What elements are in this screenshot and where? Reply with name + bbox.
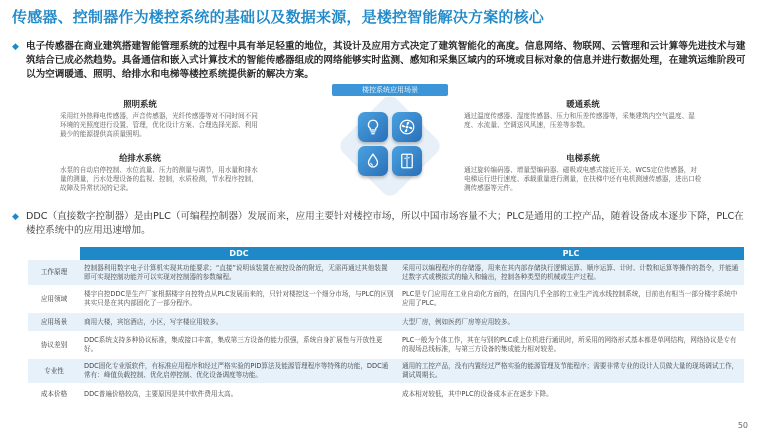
table-row <box>28 384 744 404</box>
page-number: 50 <box>737 421 748 430</box>
ddc-plc-comparison-table <box>28 247 744 405</box>
plc-cell: PLC一般为个体工作，其在与别的PLC或上位机进行通讯时，所采用的网络形式基本都是单网结构，网络协议是专有的现场总线标准，与第三方设备的集成能力相对较差。 <box>398 332 744 358</box>
elevator-icon <box>392 146 422 176</box>
bullet-diamond-icon: ◆ <box>12 42 19 52</box>
scenario-hub <box>346 100 434 204</box>
table-row <box>28 286 744 312</box>
water-drop-icon <box>358 146 388 176</box>
lighting-title: 照明系统 <box>123 99 157 109</box>
row-label: 工作原理 <box>28 260 80 286</box>
table-header-empty <box>28 247 80 260</box>
drainage-title: 给排水系统 <box>119 153 161 163</box>
hvac-panel <box>464 98 702 130</box>
plc-cell: 通用的工控产品，没有内置经过严格实验的能源管理及节能程序；需要非常专业的设计人员做大量的现场调试工作，调试周期长。 <box>398 358 744 384</box>
ddc-cell: 楼宇自控DDC是生产厂家根据楼宇自控特点从PLC发展而来的，只针对楼控这一个细分市场，与PLC的区别其实只是在其内部固化了一部分程序。 <box>80 286 398 312</box>
drainage-body: 水泵的自动启停控制、水位流量、压力的测量与调节，用水量和排水量的测量，污水处理设备的监视、控制，水质检测，节水程序控制，故障及异常状况的记录。 <box>60 166 258 193</box>
elevator-body: 通过旋转编码器、增量型编码器、磁吸或电感式接近开关、WCS定位传感器，对电梯运行进行速度、承载重量进行测量，在扶梯中还有电机测速传感器，进出口检测传感器等元件。 <box>464 166 702 193</box>
row-label: 应用场景 <box>28 312 80 332</box>
table-row <box>28 358 744 384</box>
lighting-body: 采用红外热释电传感器，声音传感器，光纤传感器等对不同时间不同环境的光照度进行设置、管理，优化设计方案、合理选择光源、利用最少的能源提供高质量照明。 <box>60 112 258 139</box>
bullet-diamond-icon: ◆ <box>12 212 19 222</box>
row-label: 协议差别 <box>28 332 80 358</box>
ddc-cell: DDC普遍价格较高，主要原因是其中软件费用太高。 <box>80 384 398 404</box>
table-header-plc: PLC <box>398 247 744 260</box>
drainage-panel <box>20 152 260 194</box>
ddc-cell: DDC固化专业版软件，有标准应用程序和经过严格实验的PID算法及能源管理程序等特殊的功能，DDC通常有：峰值负载控制、优化启停控制、优化设备调度等功能。 <box>80 358 398 384</box>
hvac-title: 暖通系统 <box>566 99 600 109</box>
table-header-ddc: DDC <box>80 247 398 260</box>
elevator-panel <box>464 152 702 194</box>
plc-cell: 采用可以编程程序的存储器，用来在其内部存储执行逻辑运算、顺序运算、计时、计数和运算等操作的指令，并能通过数字式或模拟式的输入和输出，控制各种类型的机械或生产过程。 <box>398 260 744 286</box>
row-label: 应用领域 <box>28 286 80 312</box>
ddc-plc-paragraph: DDC（直接数字控制器）是由PLC（可编程控制器）发展而来，应用主要针对楼控市场，所以中国市场容量不大；PLC是通用的工控产品，随着设备成本逐步下降，PLC在楼控系统中的应用迅速增加。 <box>26 211 744 236</box>
plc-cell: PLC是专门应用在工业自动化方面的，在国内几乎全部的工业生产流水线控制系统，目前也有相当一部分楼宇系统中应用了PLC。 <box>398 286 744 312</box>
plc-cell: 大型厂房，例如医药厂房等应用较多。 <box>398 312 744 332</box>
elevator-title: 电梯系统 <box>566 153 600 163</box>
lightbulb-icon <box>358 112 388 142</box>
row-label: 专业性 <box>28 358 80 384</box>
page-title: 传感器、控制器作为楼控系统的基础以及数据来源，是楼控智能解决方案的核心 <box>12 8 545 26</box>
row-label: 成本价格 <box>28 384 80 404</box>
ddc-cell: DDC系统支持多种协议标准，集成接口丰富，集成第三方设备的能力很强，系统自身扩展性与开放性更好。 <box>80 332 398 358</box>
table-row <box>28 332 744 358</box>
hvac-body: 通过温度传感器、湿度传感器、压力和压差传感器等，采集建筑内空气温度、湿度、水流量、空调送风风速，压差等参数。 <box>464 112 695 130</box>
intro-paragraph: 电子传感器在商业建筑搭建智能管理系统的过程中具有举足轻重的地位，其设计及应用方式决定了建筑智能化的高度。信息网络、物联网、云管理和云计算等先进技术与建筑结合已成必然趋势。具备通信和嵌入式计算技术的智能传感器组成的网络能够实时监测、感知和采集区域内的环境或目标对象的信息并进行数据处理，在建筑运维阶段可以为空调暖通、照明、给排水和电梯等楼控系统提供新的解决方案。 <box>26 41 746 80</box>
ddc-cell: 商用大楼，宾馆酒店，小区，写字楼应用较多。 <box>80 312 398 332</box>
table-header-row <box>28 247 744 260</box>
diagram-center-label: 楼控系统应用场景 <box>332 84 448 96</box>
fan-icon <box>392 112 422 142</box>
ddc-cell: 控制器利用数字电子计算机实现其功能要求；“直接”说明该装置在被控设备的附近，无需再通过其他装置即可实现控制功能并可以实现对控制器的参数编程。 <box>80 260 398 286</box>
hub-background <box>336 92 443 199</box>
building-control-diagram <box>20 84 748 208</box>
table-row <box>28 312 744 332</box>
table-row <box>28 260 744 286</box>
plc-cell: 成本相对较低，其中PLC的设备成本正在逐步下降。 <box>398 384 744 404</box>
lighting-panel <box>20 98 260 140</box>
